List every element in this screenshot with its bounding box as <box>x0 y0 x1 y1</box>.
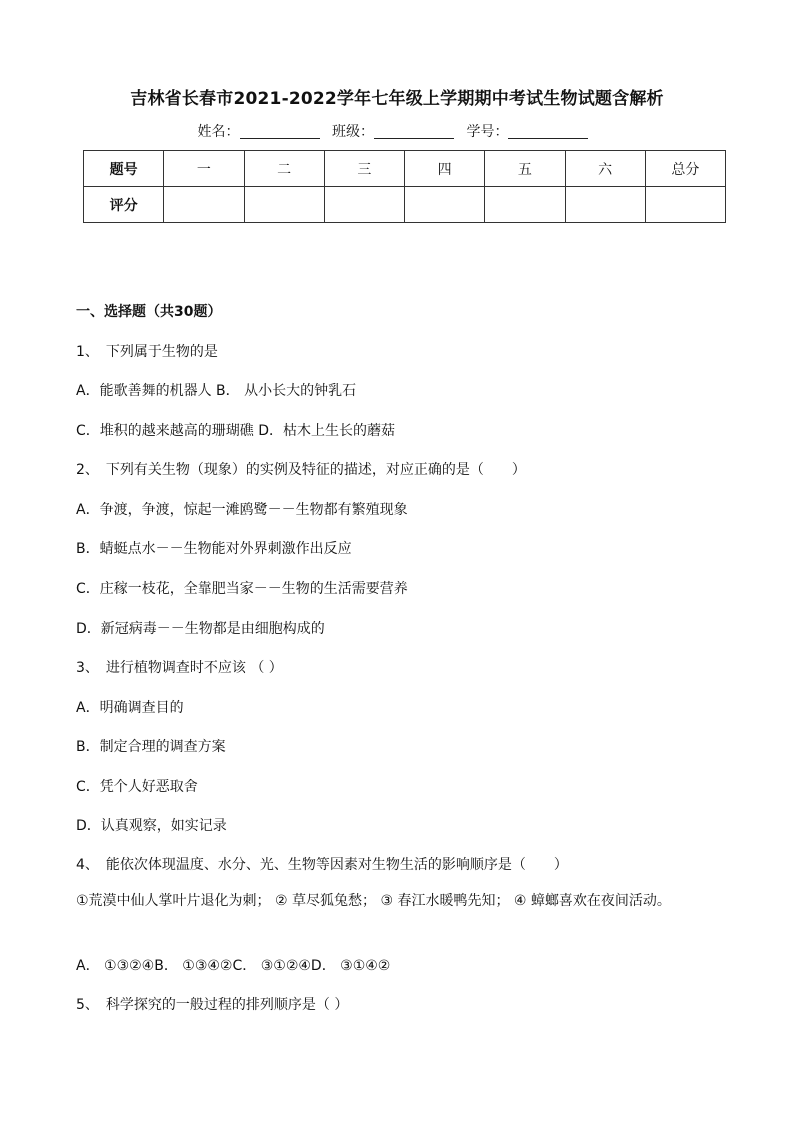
question-2-option-c: C．庄稼一枝花，全靠肥当家－－生物的生活需要营养 <box>76 581 408 597</box>
section-title: 一、选择题（共30题） <box>76 304 222 320</box>
question-2-option-b: B．蜻蜓点水－－生物能对外界刺激作出反应 <box>76 541 352 557</box>
question-3-option-b: B．制定合理的调查方案 <box>76 739 226 755</box>
score-table-header-row <box>84 151 726 187</box>
page-title: 吉林省长春市2021-2022学年七年级上学期期中考试生物试题含解析 <box>130 89 664 109</box>
score-cell[interactable] <box>565 187 645 223</box>
score-table <box>83 150 726 223</box>
header-cell: 总分 <box>645 151 725 187</box>
header-cell: 四 <box>405 151 485 187</box>
score-cell[interactable] <box>405 187 485 223</box>
question-stem-5: 5、 科学探究的一般过程的排列顺序是（ ） <box>76 997 349 1013</box>
header-cell: 五 <box>485 151 565 187</box>
id-blank[interactable] <box>508 124 588 139</box>
score-cell[interactable] <box>324 187 404 223</box>
student-info-line <box>0 121 794 141</box>
class-blank[interactable] <box>374 124 454 139</box>
name-label: 姓名： <box>197 124 240 140</box>
question-stem-1: 1、 下列属于生物的是 <box>76 344 218 360</box>
header-cell: 六 <box>565 151 645 187</box>
question-3-option-a: A．明确调查目的 <box>76 700 184 716</box>
question-stem-4: 4、 能依次体现温度、水分、光、生物等因素对生物生活的影响顺序是（ ） <box>76 857 568 873</box>
score-cell[interactable] <box>164 187 244 223</box>
id-label: 学号： <box>466 124 509 140</box>
score-cell[interactable] <box>244 187 324 223</box>
header-cell: 一 <box>164 151 244 187</box>
score-cell[interactable] <box>645 187 725 223</box>
question-4-options: A． ①③②④B． ①③④②C． ③①②④D． ③①④② <box>76 958 391 974</box>
header-cell: 题号 <box>84 151 164 187</box>
header-cell: 三 <box>324 151 404 187</box>
score-cell[interactable] <box>485 187 565 223</box>
score-table-score-row <box>84 187 726 223</box>
question-4-statements: ①荒漠中仙人掌叶片退化为刺； ② 草尽狐兔愁； ③ 春江水暖鸭先知； ④ 蟑螂喜欢在夜间活动。 <box>76 893 671 909</box>
question-2-option-d: D．新冠病毒－－生物都是由细胞构成的 <box>76 621 325 637</box>
question-1-option-line: A．能歌善舞的机器人 B． 从小长大的钟乳石 <box>76 383 357 399</box>
question-3-option-c: C．凭个人好恶取舍 <box>76 779 198 795</box>
question-2-option-a: A．争渡，争渡，惊起一滩鸥鹭－－生物都有繁殖现象 <box>76 502 408 518</box>
header-cell: 二 <box>244 151 324 187</box>
question-3-option-d: D．认真观察，如实记录 <box>76 818 227 834</box>
question-1-option-line: C．堆积的越来越高的珊瑚礁 D．枯木上生长的蘑菇 <box>76 423 396 439</box>
score-label-cell: 评分 <box>84 187 164 223</box>
question-stem-3: 3、 进行植物调查时不应该 （ ） <box>76 660 283 676</box>
name-blank[interactable] <box>240 124 320 139</box>
question-stem-2: 2、 下列有关生物（现象）的实例及特征的描述，对应正确的是（ ） <box>76 462 526 478</box>
class-label: 班级： <box>332 124 374 140</box>
